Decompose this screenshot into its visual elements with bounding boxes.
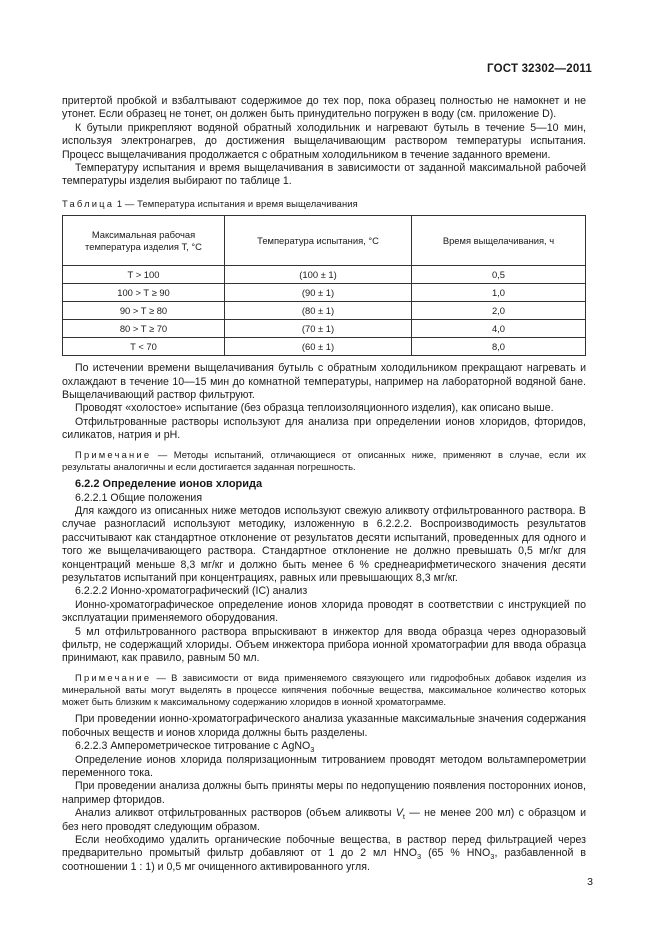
- paragraph: При проведении анализа должны быть приняты меры по недопущению появления посторонних ионов, например фторидов.: [62, 780, 586, 806]
- note: [62, 449, 586, 473]
- page-number: 3: [587, 876, 593, 888]
- paragraph: Проводят «холостое» испытание (без образца теплоизоляционного изделия), как описано выше.: [75, 402, 554, 415]
- paragraph: Ионно-хроматографическое определение ионов хлорида проводят в соответствии с инструкцией по эксплуатации применяемого оборудования.: [62, 598, 586, 625]
- table-header-cell: Максимальная рабочая температура изделия T, °C: [63, 216, 225, 266]
- table-cell: (100 ± 1): [225, 266, 412, 284]
- paragraph: Отфильтрованные растворы используют для анализа при определении ионов хлоридов, фторидов, силикатов, натрия и pH.: [62, 415, 586, 442]
- note-text: — В зависимости от вида применяемого связующего или гидрофобных добавок изделия из минеральной ваты могут выделять в процессе кипячения побочные вещества, максимальное количество которых может быть близким к максимальному содержанию хлоридов в ионной хроматограмме.: [62, 671, 586, 708]
- table-cell: 100 > T ≥ 90: [63, 284, 225, 302]
- paragraph: 5 мл отфильтрованного раствора впрыскивают в инжектор для ввода образца через одноразовый фильтр, не содержащий хлориды. Объем инжектора прибора ионной хроматографии для ввода образца принимают, как правило, равным 50 мл.: [62, 625, 586, 665]
- paragraph: При проведении ионно-хроматографического анализа указанные максимальные значения содержания побочных веществ и ионов хлорида должны быть разделены.: [62, 713, 586, 739]
- paragraph: Температуру испытания и время выщелачивания в зависимости от заданной максимальной рабочей температуры изделия выбирают по таблице 1.: [62, 162, 586, 188]
- table-cell: 80 > T ≥ 70: [63, 320, 225, 338]
- paragraph: Если необходимо удалить органические побочные вещества, в раствор перед фильтрацией через предварительно промытый фильтр добавляют от 1 до 2 мл $HNO_3$ (65 % $HNO_3$, разбавленной в соотношении 1 : 1) и 0,5 мг очищенного активированного угля.: [62, 834, 587, 873]
- table-cell: (60 ± 1): [225, 338, 412, 356]
- table-caption: [62, 197, 586, 210]
- note-text: — Методы испытаний, отличающиеся от описанных ниже, применяют в случае, если их результаты аналогичны и если достигается заданная погрешность.: [62, 448, 586, 472]
- table-cell: T < 70: [63, 338, 225, 356]
- paragraph: Определение ионов хлорида поляризационным титрованием проводят методом вольтамперометрии переменного тока.: [62, 753, 586, 780]
- table-cell: (80 ± 1): [225, 302, 412, 320]
- paragraph: притертой пробкой и взбалтывают содержимое до тех пор, пока образец полностью не намокнет и не утонет. Если образец не тонет, он должен быть принудительно погружен в воду (см. приложение D).: [62, 95, 586, 121]
- paragraph: Анализ аликвот отфильтрованных растворов (объем аликвоты $V_t$ — не менее 200 мл) с образцом и без него проводят следующим образом.: [62, 807, 587, 833]
- table-header-cell: Температура испытания, °C: [225, 216, 412, 266]
- table-header-cell: Время выщелачивания, ч: [412, 216, 586, 266]
- table-row: [63, 266, 586, 284]
- subsection-heading-6-2-2-3: 6.2.2.3 Амперометрическое титрование с AgNO$_3$: [75, 740, 315, 755]
- table-cell: (90 ± 1): [225, 284, 412, 302]
- table-cell: 1,0: [412, 284, 586, 302]
- table-cell: 4,0: [412, 320, 586, 338]
- table-row: [63, 320, 586, 338]
- paragraph: К бутыли прикрепляют водяной обратный холодильник и нагревают бутыль в течение 5—10 мин, используя электронагрев, до достижения выщелачивающим раствором температуры испытания. Процесс выщелачивания продолжается с обратным холодильником в течение заданного времени.: [62, 121, 586, 161]
- table-cell: 2,0: [412, 302, 586, 320]
- table-cell: (70 ± 1): [225, 320, 412, 338]
- table-caption-label: Таблица: [62, 197, 115, 209]
- note: [62, 672, 586, 709]
- table-caption-title: 1 — Температура испытания и время выщелачивания: [114, 197, 358, 209]
- subsection-heading-6-2-2-2: 6.2.2.2 Ионно-хроматографический (IC) анализ: [75, 585, 308, 598]
- table-cell: T > 100: [63, 266, 225, 284]
- table-row: [63, 302, 586, 320]
- document-id: ГОСТ 32302—2011: [487, 63, 592, 75]
- table-header-row: [63, 216, 586, 266]
- table-cell: 90 > T ≥ 80: [63, 302, 225, 320]
- page-content: [62, 95, 586, 874]
- paragraph: Для каждого из описанных ниже методов используют свежую аликвоту отфильтрованного раствора. В случае разногласий используют методику, изложенную в 6.2.2.2. Воспроизводимость результатов рассчитывают как стандартное отклонение от результатов десяти испытаний, проведенных для одного и того же выщелачивающего раствора. Стандартное отклонение не должно превышать 0,5 мг/кг для концентраций меньше 8,3 мг/кг и должно быть менее 6 % среднеарифметического значения десяти результатов испытаний при концентрациях, равных или превышающих 8,3 мг/кг.: [62, 504, 586, 584]
- table-row: [63, 338, 586, 356]
- subsection-heading-6-2-2-1: 6.2.2.1 Общие положения: [75, 491, 203, 504]
- table-cell: 8,0: [412, 338, 586, 356]
- table-cell: 0,5: [412, 266, 586, 284]
- table-1: [62, 215, 586, 356]
- note-label: Примечание: [75, 448, 152, 460]
- note-label: Примечание: [75, 671, 152, 683]
- table-row: [63, 284, 586, 302]
- section-heading-6-2-2: 6.2.2 Определение ионов хлорида: [75, 478, 263, 491]
- paragraph: По истечении времени выщелачивания бутыль с обратным холодильником прекращают нагревать и охлаждают в течение 10—15 мин до комнатной температуры, например на лабораторной водяной бане. Выщелачивающий раствор фильтруют.: [62, 362, 586, 402]
